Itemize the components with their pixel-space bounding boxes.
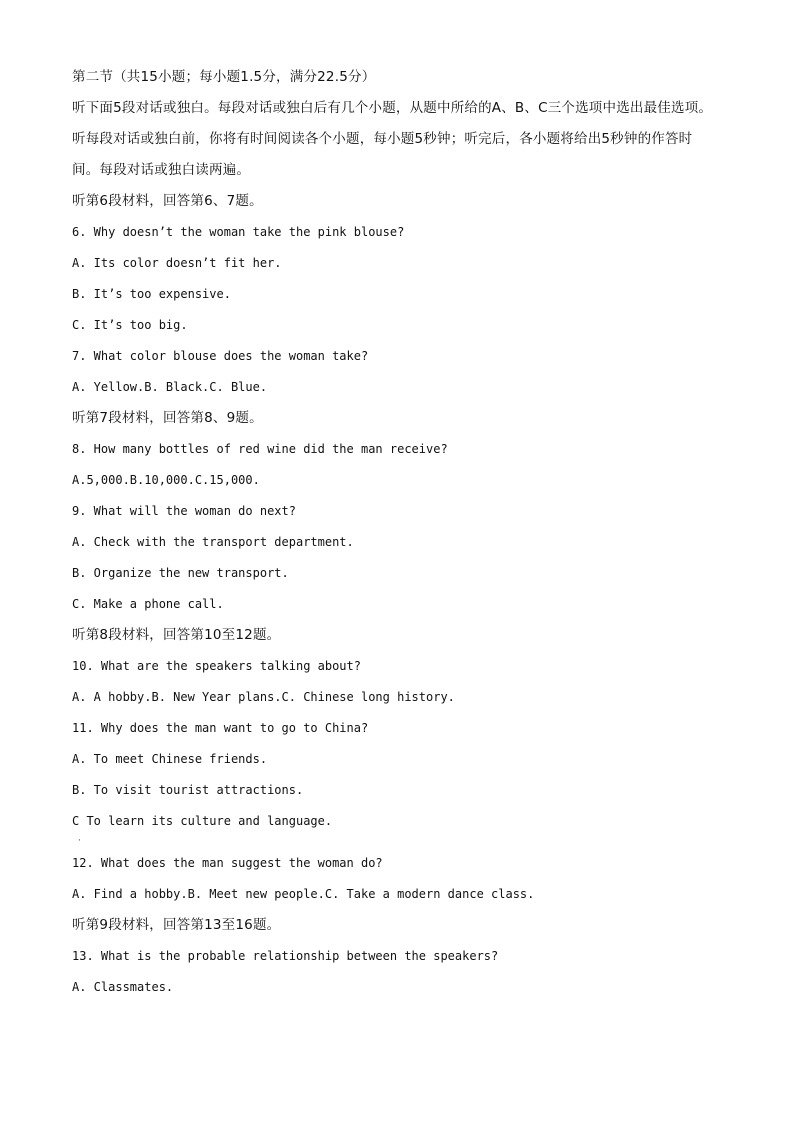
question-line: A. To meet Chinese friends.	[72, 752, 268, 766]
question-line: 9. What will the woman do next?	[72, 504, 296, 518]
question-line: A. Its color doesn’t fit her.	[72, 256, 282, 270]
document-page	[72, 62, 752, 1003]
question-line: 13. What is the probable relationship between the speakers?	[72, 949, 499, 963]
question-line: B. It’s too expensive.	[72, 287, 231, 301]
question-line: 10. What are the speakers talking about?	[72, 659, 361, 673]
question-line: A. Classmates.	[72, 980, 174, 994]
passage-instruction: 听第6段材料，回答第6、7题。	[72, 193, 263, 209]
question-line: C. It’s too big.	[72, 318, 188, 332]
stray-mark	[72, 837, 752, 848]
question-line: 6. Why doesn’t the woman take the pink blouse?	[72, 225, 405, 239]
section-instructions	[72, 93, 752, 186]
question-line: 12. What does the man suggest the woman do?	[72, 856, 383, 870]
question-line: B. To visit tourist attractions.	[72, 783, 304, 797]
passage-instruction: 听第8段材料，回答第10至12题。	[72, 627, 281, 643]
question-line: 7. What color blouse does the woman take?	[72, 349, 369, 363]
section-heading: 第二节（共15小题；每小题1.5分，满分22.5分）	[72, 69, 376, 85]
question-line: A.5,000.B.10,000.C.15,000.	[72, 473, 260, 487]
question-list	[72, 186, 752, 1003]
question-line: A. Yellow.B. Black.C. Blue.	[72, 380, 268, 394]
question-line: 8. How many bottles of red wine did the man receive?	[72, 442, 448, 456]
passage-instruction: 听第7段材料，回答第8、9题。	[72, 410, 263, 426]
instruction-line: 听下面5段对话或独白。每段对话或独白后有几个小题，从题中所给的A、B、C三个选项中选出最佳选项。	[72, 100, 713, 116]
instruction-line: 听每段对话或独白前，你将有时间阅读各个小题，每小题5秒钟；听完后，各小题将给出5秒钟的作答时	[72, 131, 693, 147]
question-line: C To learn its culture and language.	[72, 814, 333, 828]
question-line: A. A hobby.B. New Year plans.C. Chinese long history.	[72, 690, 455, 704]
question-line: A. Find a hobby.B. Meet new people.C. Take a modern dance class.	[72, 887, 535, 901]
question-line: C. Make a phone call.	[72, 597, 224, 611]
passage-instruction: 听第9段材料，回答第13至16题。	[72, 917, 281, 933]
question-line: A. Check with the transport department.	[72, 535, 354, 549]
question-line: 11. Why does the man want to go to China?	[72, 721, 369, 735]
question-line: B. Organize the new transport.	[72, 566, 289, 580]
stray-mark-text: ·	[78, 836, 81, 846]
instruction-line: 间。每段对话或独白读两遍。	[72, 162, 251, 178]
